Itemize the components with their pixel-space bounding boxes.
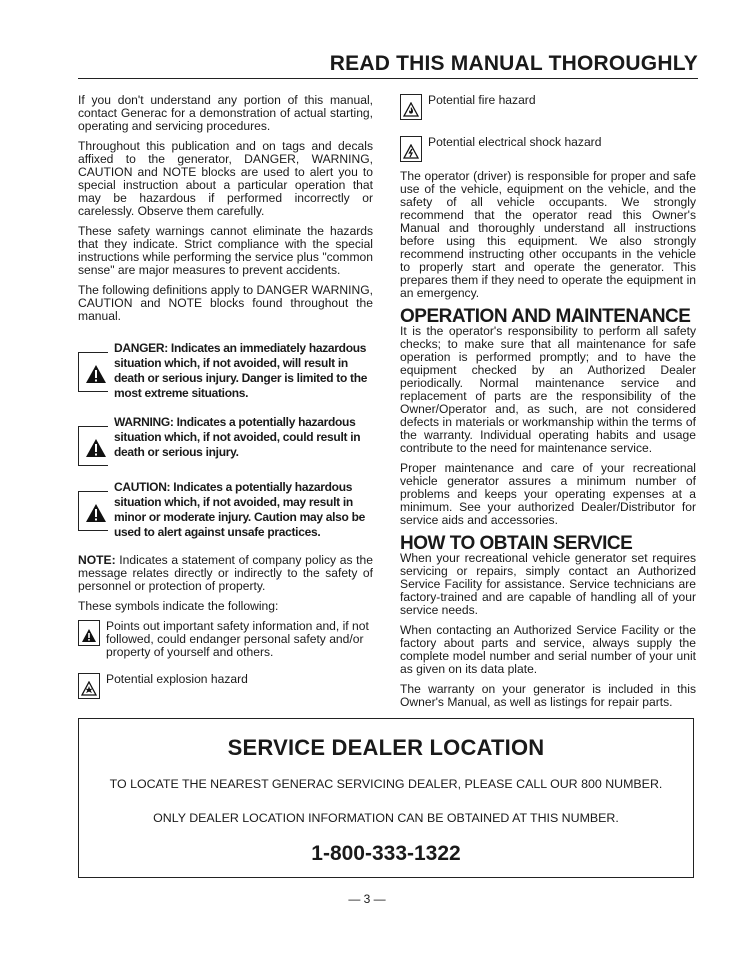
warning-text: WARNING: Indicates a potentially hazardous situation which, if not avoided, could result in death or serious injury. [114,415,361,459]
dealer-title: SERVICE DEALER LOCATION [227,735,545,760]
intro-paragraph-3: These safety warnings cannot eliminate the hazards that they indicate. Strict compliance with the special instructions while performing the service plus "common sense" are major measures to prevent accidents. [78,224,373,277]
symbol-general-row [78,620,373,659]
service-paragraph-1: When your recreational vehicle generator set requires servicing or repairs, simply contact an Authorized Service Facility for assistance. Service technicians are factory-trained and are capable of handling all of your service needs. [400,551,696,617]
symbol-fire-text: Potential fire hazard [428,93,536,107]
fire-hazard-icon [400,94,422,120]
danger-block [78,341,373,401]
operation-heading: OPERATION AND MAINTENANCE [400,306,691,327]
caution-text: CAUTION: Indicates a potentially hazardous situation which, if not avoided, may result in minor or moderate injury. Caution may also be used to alert against unsafe practices. [114,480,365,539]
warning-icon [78,426,112,466]
operation-paragraph-1: It is the operator's responsibility to perform all safety checks; to make sure that all maintenance for safe operation is performed promptly; and to have the equipment checked by an Authorized Dealer periodically. Normal maintenance service and replacement of parts are the responsibility of the Owner/Operator and, as such, are not considered defects in materials or workmanship within the terms of the warranty. Individual operating habits and usage contribute to the need for maintenance service. [400,324,696,455]
symbol-fire-row [400,94,696,120]
service-paragraph-3: The warranty on your generator is included in this Owner's Manual, as well as listings for repair parts. [400,682,696,709]
right-column [400,94,696,716]
danger-text: DANGER: Indicates an immediately hazardous situation which, if not avoided, will result in death or serious injury. Danger is limited to the most extreme situations. [114,341,368,400]
note-text: Indicates a statement of company policy as the message relates directly or indirectly to the safety of personnel or protection of property. [78,553,373,593]
symbol-explosion-text: Potential explosion hazard [106,672,248,686]
caution-block [78,480,373,540]
operation-paragraph-2: Proper maintenance and care of your recreational vehicle generator assures a minimum number of problems and keeps your operating expenses at a minimum. See your authorized Dealer/Distributor for service aids and accessories. [400,461,696,527]
title-rule [78,78,698,79]
left-column [78,94,373,709]
alert-triangle-icon [78,620,100,646]
caution-icon [78,491,112,531]
page-title: READ THIS MANUAL THOROUGHLY [329,52,698,75]
operator-paragraph: The operator (driver) is responsible for proper and safe use of the vehicle, equipment on the vehicle, and the safety of all vehicle occupants. We strongly recommend that the operator read this Owner's Manual and thoroughly understand all instructions before using this equipment. We also strongly recommend instructing other occupants in the vehicle to properly start and operate the generator. This prepares them if they need to operate the equipment in an emergency. [400,169,696,300]
intro-paragraph-2: Throughout this publication and on tags and decals affixed to the generator, DANGER, WARNING, CAUTION and NOTE blocks are used to alert you to special instruction about a particular operation that may be hazardous if performed incorrectly or carelessly. Observe them carefully. [78,139,373,218]
intro-paragraph-1: If you don't understand any portion of this manual, contact Generac for a demonstration of actual starting, operating and servicing procedures. [78,93,373,133]
symbol-explosion-row [78,673,373,699]
page-number: — 3 — [348,892,386,906]
electric-shock-icon [400,136,422,162]
dealer-phone-number: 1-800-333-1322 [311,842,461,865]
symbol-general-text: Points out important safety information and, if not followed, could endanger personal safety and/or property of yourself and others. [106,619,369,659]
dealer-note: ONLY DEALER LOCATION INFORMATION CAN BE OBTAINED AT THIS NUMBER. [153,811,619,825]
danger-icon [78,352,112,392]
service-dealer-box [78,718,694,878]
service-heading: HOW TO OBTAIN SERVICE [400,533,633,554]
warning-block [78,415,373,466]
symbols-intro: These symbols indicate the following: [78,599,279,613]
note-paragraph [78,554,373,593]
explosion-hazard-icon [78,673,100,699]
symbol-shock-row [400,136,696,162]
intro-paragraph-4: The following definitions apply to DANGER WARNING, CAUTION and NOTE blocks found throughout the manual. [78,283,373,323]
service-paragraph-2: When contacting an Authorized Service Facility or the factory about parts and service, always supply the complete model number and serial number of your unit as given on its data plate. [400,623,696,676]
note-label: NOTE: [78,553,116,567]
dealer-instruction: TO LOCATE THE NEAREST GENERAC SERVICING DEALER, PLEASE CALL OUR 800 NUMBER. [109,777,663,791]
symbol-shock-text: Potential electrical shock hazard [428,135,602,149]
